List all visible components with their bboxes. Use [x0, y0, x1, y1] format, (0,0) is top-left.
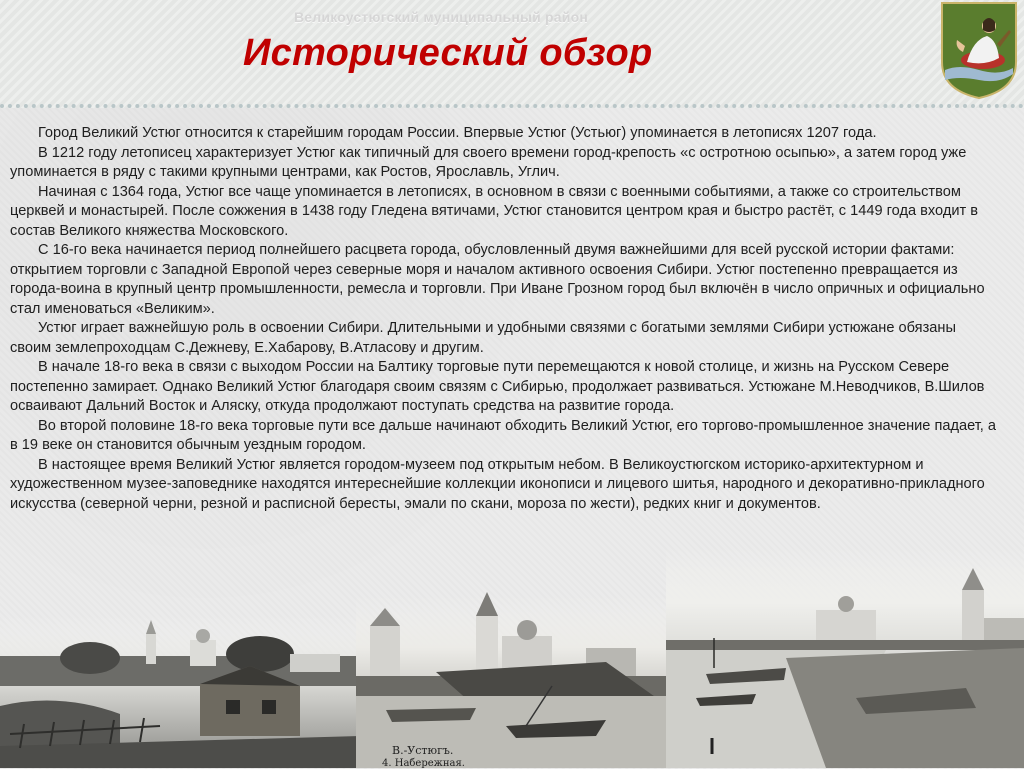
historic-photo-houses — [0, 596, 360, 768]
paragraph: Город Великий Устюг относится к старейшим городам России. Впервые Устюг (Устьюг) упоминается в летописях 1207 года. — [38, 125, 877, 141]
coat-of-arms-icon — [939, 0, 1019, 100]
paragraph: Начиная с 1364 года, Устюг все чаще упоминается в летописях, в основном в связи с военными событиями, а также со строительством церквей и монастырей. После сожжения в 1438 году Гледена вятичами, Устюг становится центром края и быстро растёт, с 1449 года входит в состав Великого княжества Московского. — [10, 183, 978, 239]
historic-photo-embankment — [356, 586, 668, 768]
photo-caption-subtitle: 4. Набережная. — [382, 758, 465, 769]
paragraph: В 1212 году летописец характеризует Устюг как типичный для своего времени город-крепость «с остротною осыпью», а затем город уже упоминается в ряду с такими крупными центрами, как Ростов, Ярославль, Углич. — [10, 144, 967, 180]
paragraph: В настоящее время Великий Устюг является городом-музеем под открытым небом. В Великоустюгском историко-архитектурном и художественном музее-заповеднике находятся интереснейшие коллекции иконописи и лицевого шитья, народного и декоративно-прикладного искусства (северной черни, резной и расписной бересты, эмали по скани, мороза по жести), редких книг и документов. — [10, 456, 985, 512]
paragraph: В начале 18-го века в связи с выходом России на Балтику торговые пути перемещаются к новой столице, и жизнь на Русском Севере постепенно замирает. Однако Великий Устюг благодаря своим связям с Сибирью, продолжает развиваться. Устюжане М.Неводчиков, В.Шилов осваивают Дальний Восток и Аляску, откуда продолжают поступать средства на развитие города. — [10, 359, 985, 414]
historic-photo-river-shore — [666, 548, 1024, 768]
header-divider — [0, 104, 1024, 108]
history-text — [10, 124, 1000, 514]
photo-caption-title: В.-Устюгъ. — [392, 744, 454, 757]
paragraph: Устюг играет важнейшую роль в освоении Сибири. Длительными и удобными связями с богатыми землями Сибири устюжане обязаны своим землепроходцам С.Дежневу, Е.Хабарову, В.Атласову и другим. — [10, 320, 956, 356]
page-title: Исторический обзор — [243, 32, 653, 74]
district-label: Великоустюгский муниципальный район — [294, 9, 588, 25]
paragraph: Во второй половине 18-го века торговые пути все дальше начинают обходить Великий Устюг, его торгово-промышленное значение падает, а в 19 веке он становится обычным уездным городом. — [10, 417, 997, 453]
paragraph: С 16-го века начинается период полнейшего расцвета города, обусловленный двумя важнейшими для всей русской истории фактами: открытием торговли с Западной Европой через северные моря и началом активного освоения Сибири. Устюг постепенно превращается из города-воина в крупный центр промышленности, ремесла и торговли. При Иване Грозном город был включён в число опричных и официально стал именоваться «Великим». — [10, 242, 985, 317]
